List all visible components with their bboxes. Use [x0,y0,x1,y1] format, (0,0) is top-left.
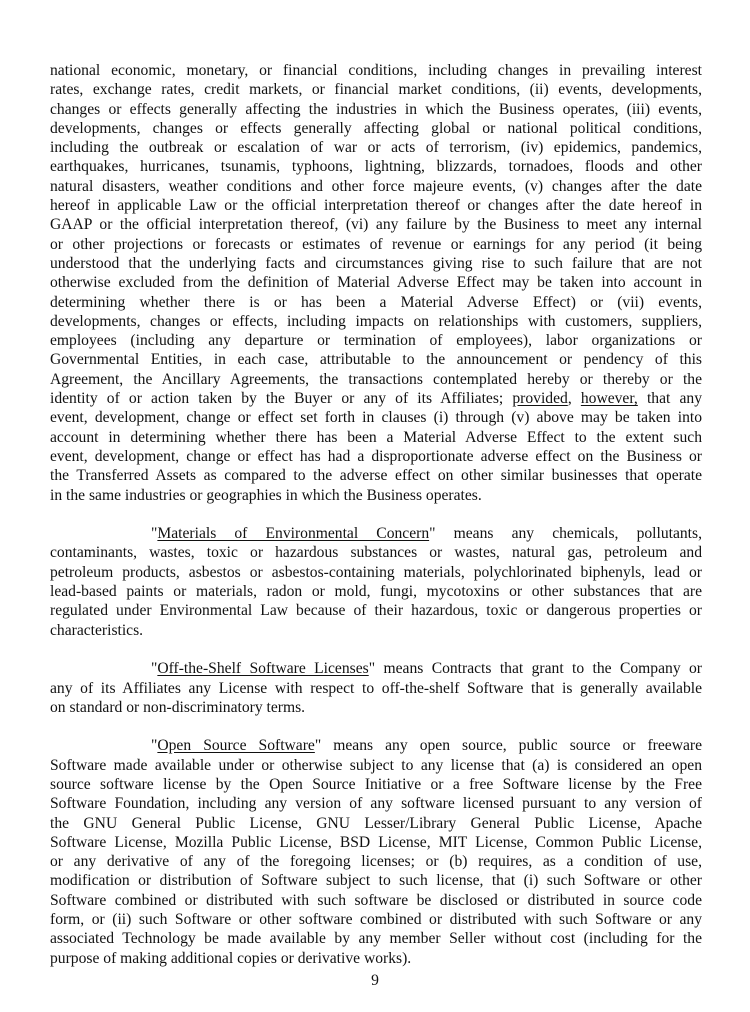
text-line: GAAP or the official interpretation thereof, (vi) any failure by the Business to meet any internal [50,216,702,234]
text-line: understood that the underlying facts and circumstances giving rise to such failure that are not [50,254,702,272]
defined-term: Open Source Software [157,737,315,755]
text-line: developments, changes or effects generally affecting global or national political conditions, [50,119,702,137]
text-line: form, or (ii) such Software or other software combined or distributed with such Software or any [50,911,702,929]
text-line: otherwise excluded from the definition of Material Adverse Effect may be taken into account in [50,274,702,292]
definition-materials-of-environmental-concern [50,524,702,640]
text-line: natural disasters, weather conditions and other force majeure events, (v) changes after the date [50,177,702,195]
text-line: Software combined or distributed with such software be disclosed or distributed in source code [50,891,702,909]
text-line: characteristics. [50,621,144,639]
text-line: Software Foundation, including any version of any software licensed pursuant to any version of [50,795,702,813]
text-line: Software made available under or otherwise subject to any license that (a) is considered an open [50,756,702,774]
open-quote: " [151,660,158,678]
text-line: purpose of making additional copies or derivative works). [50,949,412,967]
text-line: source software license by the Open Source Initiative or a free Software license by the Free [50,775,702,793]
text-line: event, development, change or effect set forth in clauses (i) through (v) above may be taken into [50,409,702,427]
text-line: Agreement, the Ancillary Agreements, the transactions contemplated hereby or thereby or the [50,370,702,388]
text-line: regulated under Environmental Law because of their hazardous, toxic or dangerous properties or [50,602,702,620]
text-line: rates, exchange rates, credit markets, or financial market conditions, (ii) events, developments, [50,81,702,99]
text-segment: " means any open source, public source or freeware [314,737,702,755]
text-line: associated Technology be made available by any member Seller without cost (including for the [50,930,702,948]
text-line: in the same industries or geographies in which the Business operates. [50,486,482,504]
text-line: account in determining whether there has been a Material Adverse Effect to the extent such [50,428,702,446]
text-line: modification or distribution of Software subject to such license, that (i) such Software or other [50,872,702,890]
definition-open-source-software [50,736,702,968]
text-line: Governmental Entities, in each case, attributable to the announcement or pendency of this [50,351,702,369]
however-underlined: however, [580,390,638,408]
text-line: Software License, Mozilla Public License, BSD License, MIT License, Common Public License, [50,833,702,851]
text-line: the Transferred Assets as compared to the adverse effect on other similar businesses that operate [50,467,702,485]
text-line: on standard or non-discriminatory terms. [50,698,306,716]
text-line: determining whether there is or has been a Material Adverse Effect) or (vii) events, [50,293,702,311]
page-number: 9 [371,972,379,989]
defined-term: Off-the-Shelf Software Licenses [157,660,369,678]
text-line: developments, changes or effects, including impacts on relationships with customers, suppliers, [50,312,702,330]
text-line: petroleum products, asbestos or asbestos-containing materials, polychlorinated biphenyls, lead or [50,563,702,581]
text-line: or any derivative of any of the foregoing licenses; or (b) requires, as a condition of use, [50,853,702,871]
paragraph-material-adverse-effect-continuation [50,61,702,505]
definition-first-line [50,524,702,543]
text-line: lead-based paints or materials, radon or mold, fungi, mycotoxins or other substances that are [50,583,702,601]
text-segment: that any [637,390,703,408]
text-line: hereof in applicable Law or the official interpretation thereof or changes after the date hereof in [50,197,702,215]
text-segment: " means any chemicals, pollutants, [429,525,702,543]
text-line: earthquakes, hurricanes, tsunamis, typhoons, lightning, blizzards, tornadoes, floods and other [50,158,702,176]
text-line: changes or effects generally affecting the industries in which the Business operates, (iii) events, [50,100,702,118]
text-segment: " means Contracts that grant to the Company or [368,660,702,678]
text-line: or other projections or forecasts or estimates of revenue or earnings for any period (it being [50,235,702,253]
text-line: any of its Affiliates any License with respect to off-the-shelf Software that is generally available [50,679,702,697]
text-line: contaminants, wastes, toxic or hazardous substances or wastes, natural gas, petroleum and [50,544,702,562]
open-quote: " [151,525,158,543]
provided-underlined: provided [512,390,568,408]
text-line: including the outbreak or escalation of war or acts of terrorism, (iv) epidemics, pandemics, [50,139,702,157]
defined-term: Materials of Environmental Concern [157,525,430,543]
proviso-line [50,389,702,408]
text-line: employees (including any departure or termination of employees), labor organizations or [50,332,702,350]
text-line: the GNU General Public License, GNU Lesser/Library General Public License, Apache [50,814,702,832]
open-quote: " [151,737,158,755]
text-line: event, development, change or effect has had a disproportionate adverse effect on the Business or [50,447,702,465]
document-page [50,61,702,968]
definition-off-the-shelf-software-licenses [50,659,702,717]
definition-first-line [50,736,702,755]
definition-first-line [50,659,702,678]
text-segment: , [567,390,581,408]
text-segment: identity of or action taken by the Buyer or any of its Affiliates; [50,390,513,408]
text-line: national economic, monetary, or financial conditions, including changes in prevailing interest [50,62,702,79]
